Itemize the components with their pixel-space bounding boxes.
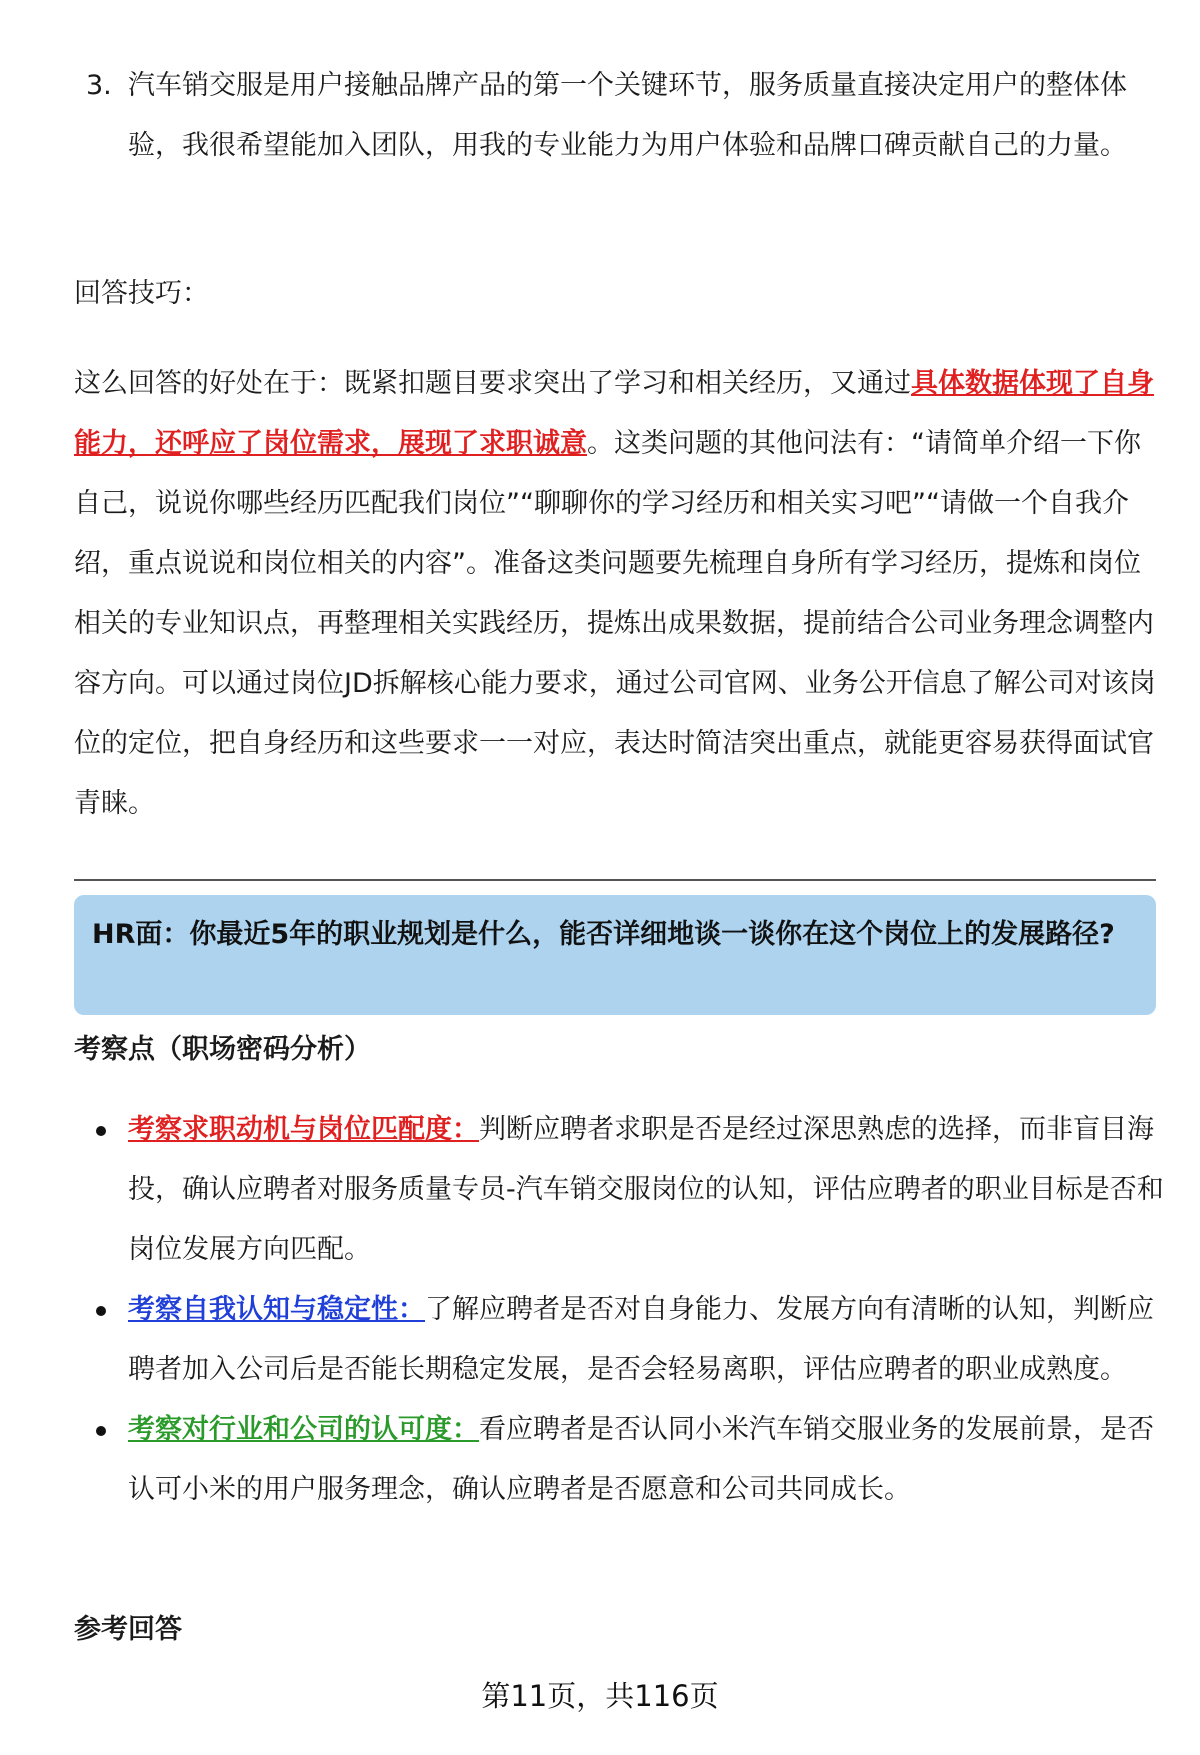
tips-highlight: 具体数据体现了自身能力，还呼应了岗位需求，展现了求职诚意 [74, 368, 1154, 459]
key-point-item [74, 1100, 1164, 1280]
tips-intro: 这么回答的好处在于：既紧扣题目要求突出了学习和相关经历，又通过 [74, 368, 911, 399]
key-point-text: 判断应聘者求职是否是经过深思熟虑的选择，而非盲目海投，确认应聘者对服务质量专员-汽车销交服岗位的认知，评估应聘者的职业目标是否和岗位发展方向匹配。 [128, 1114, 1164, 1265]
hr-question-box: HR面：你最近5年的职业规划是什么，能否详细地谈一谈你在这个岗位上的发展路径? [74, 895, 1156, 1015]
key-points-heading: 考察点（职场密码分析） [74, 1034, 371, 1065]
answer-tips-paragraph [74, 354, 1164, 834]
tips-rest: 。这类问题的其他问法有：“请简单介绍一下你自己，说说你哪些经历匹配我们岗位”“聊聊你的学习经历和相关实习吧”“请做一个自我介绍，重点说说和岗位相关的内容”。准备这类问题要先梳理自身所有学习经历，提炼和岗位相关的专业知识点，再整理相关实践经历，提炼出成果数据，提前结合公司业务理念调整内容方向。可以通过岗位JD拆解核心能力要求，通过公司官网、业务公开信息了解公司对该岗位的定位，把自身经历和这些要求一一对应，表达时简洁突出重点，就能更容易获得面试官青睐。 [74, 428, 1156, 819]
key-point-text: 看应聘者是否认同小米汽车销交服业务的发展前景，是否认可小米的用户服务理念，确认应聘者是否愿意和公司共同成长。 [128, 1414, 1154, 1505]
bullet-dot-icon [96, 1126, 106, 1136]
bullet-dot-icon [96, 1426, 106, 1436]
answer-tips-label: 回答技巧： [74, 278, 209, 309]
numbered-item-3 [74, 56, 1164, 176]
bullet-dot-icon [96, 1306, 106, 1316]
item-text: 汽车销交服是用户接触品牌产品的第一个关键环节，服务质量直接决定用户的整体体验，我很希望能加入团队，用我的专业能力为用户体验和品牌口碑贡献自己的力量。 [128, 70, 1127, 161]
key-point-label: 考察求职动机与岗位匹配度： [128, 1114, 479, 1145]
page-number: 第11页，共116页 [481, 1679, 719, 1713]
section-divider [74, 879, 1156, 881]
key-points-list [74, 1100, 1164, 1520]
key-point-item [74, 1400, 1164, 1520]
key-point-label: 考察对行业和公司的认可度： [128, 1414, 479, 1445]
key-point-label: 考察自我认知与稳定性： [128, 1294, 425, 1325]
key-point-item [74, 1280, 1164, 1400]
key-point-text: 了解应聘者是否对自身能力、发展方向有清晰的认知，判断应聘者加入公司后是否能长期稳定发展，是否会轻易离职，评估应聘者的职业成熟度。 [128, 1294, 1154, 1385]
item-number: 3. [86, 70, 112, 101]
reference-answer-heading: 参考回答 [74, 1614, 182, 1645]
